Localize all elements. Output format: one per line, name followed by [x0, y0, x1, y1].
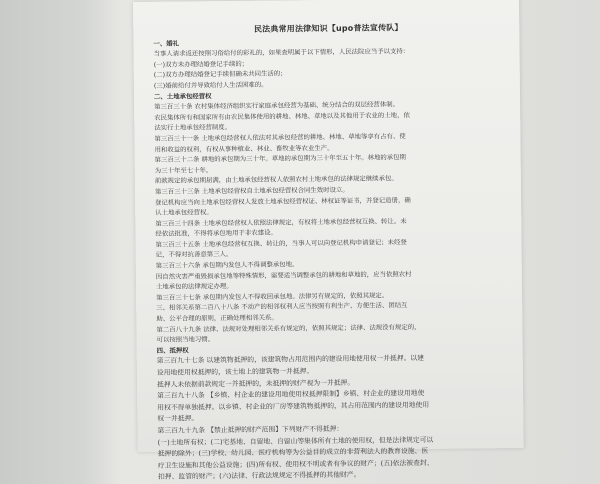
document-line: 权一并抵押。	[157, 414, 199, 424]
document-line: 农民集体所有和国家所有由农民集体使用的耕地、林地、草地以及其他用于农业的土地，依	[154, 110, 410, 122]
document-line: (一)土地所有权；(二)宅基地、自留地、自留山等集体所有土地的使用权，但是法律规定可以	[157, 435, 434, 447]
document-line: 法实行土地承包经营制度。	[154, 123, 232, 133]
document-line: 用权不得单独抵押。以乡镇、村企业的厂房等建筑物抵押的，其占用范围内的建设用地使用	[157, 400, 430, 412]
document-line: (一)双方未办理结婚登记手续的；	[153, 59, 249, 69]
document-line: 第三百三十五条 土地承包经营权互换、转让的，当事人可以向登记机构申请登记；未经登	[155, 238, 407, 249]
document-line: 土地承包的法律规定办理。	[155, 282, 233, 292]
document-line: 用和收益的权利，有权从事种植业、林业、畜牧业等农业生产。	[154, 143, 334, 154]
document-line: 第三百九十七条 以建筑物抵押的，该建筑物占用范围内的建设用地使用权一并抵押。以建	[156, 354, 425, 366]
document-body	[153, 22, 508, 484]
document-line: (二)双方办理结婚登记手续但确未共同生活的；	[153, 69, 287, 80]
section-heading: 二、土地承包经营权	[153, 91, 212, 101]
document-line: 第三百三十四条 土地承包经营权人依照法律规定，有权将土地承包经营权互换、转让。未	[155, 216, 407, 228]
document-line: 第三百九十八条 【乡镇、村企业的建设用地使用权抵押限制】乡镇、村企业的建设用地使	[157, 389, 425, 400]
document-line: 可以按照当地习惯。	[156, 335, 215, 345]
document-line: 记，不得对抗善意第三人。	[155, 250, 233, 260]
document-line: 助、公平合理的原则，正确处理相邻关系。	[156, 313, 278, 323]
document-line: 第三百三十七条 承包期内发包人不得收回承包地。法律另有规定的，依照其规定。	[156, 291, 389, 302]
section-heading: 四、抵押权	[156, 346, 189, 355]
document-line: 因自然灾害严重毁损承包地等特殊情形，需要适当调整承包的耕地和草地的，应当依照农村	[155, 269, 412, 281]
document-section	[157, 342, 508, 484]
document-section	[153, 35, 504, 92]
document-line: 第三百三十条 农村集体经济组织实行家庭承包经营为基础、统分结合的双层经营体制。	[154, 100, 400, 111]
document-line: 登记机构应当向土地承包经营权人发放土地承包经营权证、林权证等证书，并登记造册，确	[155, 195, 411, 207]
document-section	[156, 300, 506, 346]
document-line: 第三百三十三条 土地承包经营权自土地承包经营权合同生效时设立。	[154, 185, 349, 196]
document-line: 第二百八十九条 法律、法规对处理相邻关系有规定的，依照其规定；法律、法规没有规定的，	[156, 322, 421, 334]
document-section	[154, 88, 506, 304]
document-line: 为三十年至七十年。	[154, 165, 213, 175]
document-line: 扣押、监管的财产；(六)法律、行政法规规定不得抵押的其他财产。	[157, 471, 361, 482]
document-line: 三、相邻关系第二百八十八条 不动产的相邻权利人应当按照有利生产、方便生活、团结互	[156, 301, 408, 313]
document-line: (三)婚前给付并导致给付人生活困难的。	[153, 80, 268, 90]
document-line: 抵押人未依据前款规定一并抵押的，未抵押的财产视为一并抵押。	[156, 378, 355, 389]
document-line: 前款规定的承包期届满，由土地承包经营权人依照农村土地承包的法律规定继续承包。	[154, 174, 398, 186]
document-line: 第三百三十一条 土地承包经营权人依法对其承包经营的耕地、林地、草地等享有占有、使	[154, 132, 406, 143]
document-line: 第三百三十二条 耕地的承包期为三十年。草地的承包期为三十年至五十年。林地的承包期	[154, 153, 406, 164]
document-title: 民法典常用法律知识【upo普法宣传队】	[253, 23, 403, 34]
document-line: 当事人请求返还按照习俗给付的彩礼的，如果查明属于以下情形，人民法院应当予以支持：	[153, 47, 410, 58]
document-line: 第三百九十九条 【禁止抵押的财产范围】下列财产不得抵押：	[157, 424, 344, 435]
section-heading: 一、婚礼	[153, 39, 180, 48]
document-line: 抵押的除外；(三)学校、幼儿园、医疗机构等为公益目的成立的非营利法人的教育设施、医	[157, 447, 429, 458]
document-line: 认土地承包经营权。	[155, 208, 213, 217]
document-line: 经依法批准，不得将承包地用于非农建设。	[155, 228, 277, 239]
document-line: 设用地使用权抵押的，该土地上的建筑物一并抵押。	[156, 367, 314, 377]
document-line: 第三百三十六条 承包期内发包人不得调整承包地。	[155, 260, 299, 270]
document-page	[133, 0, 524, 482]
document-sections	[153, 35, 508, 484]
document-line: 疗卫生设施和其他公益设施；(四)所有权、使用权不明或者有争议的财产；(五)依法被查封、	[157, 458, 434, 470]
